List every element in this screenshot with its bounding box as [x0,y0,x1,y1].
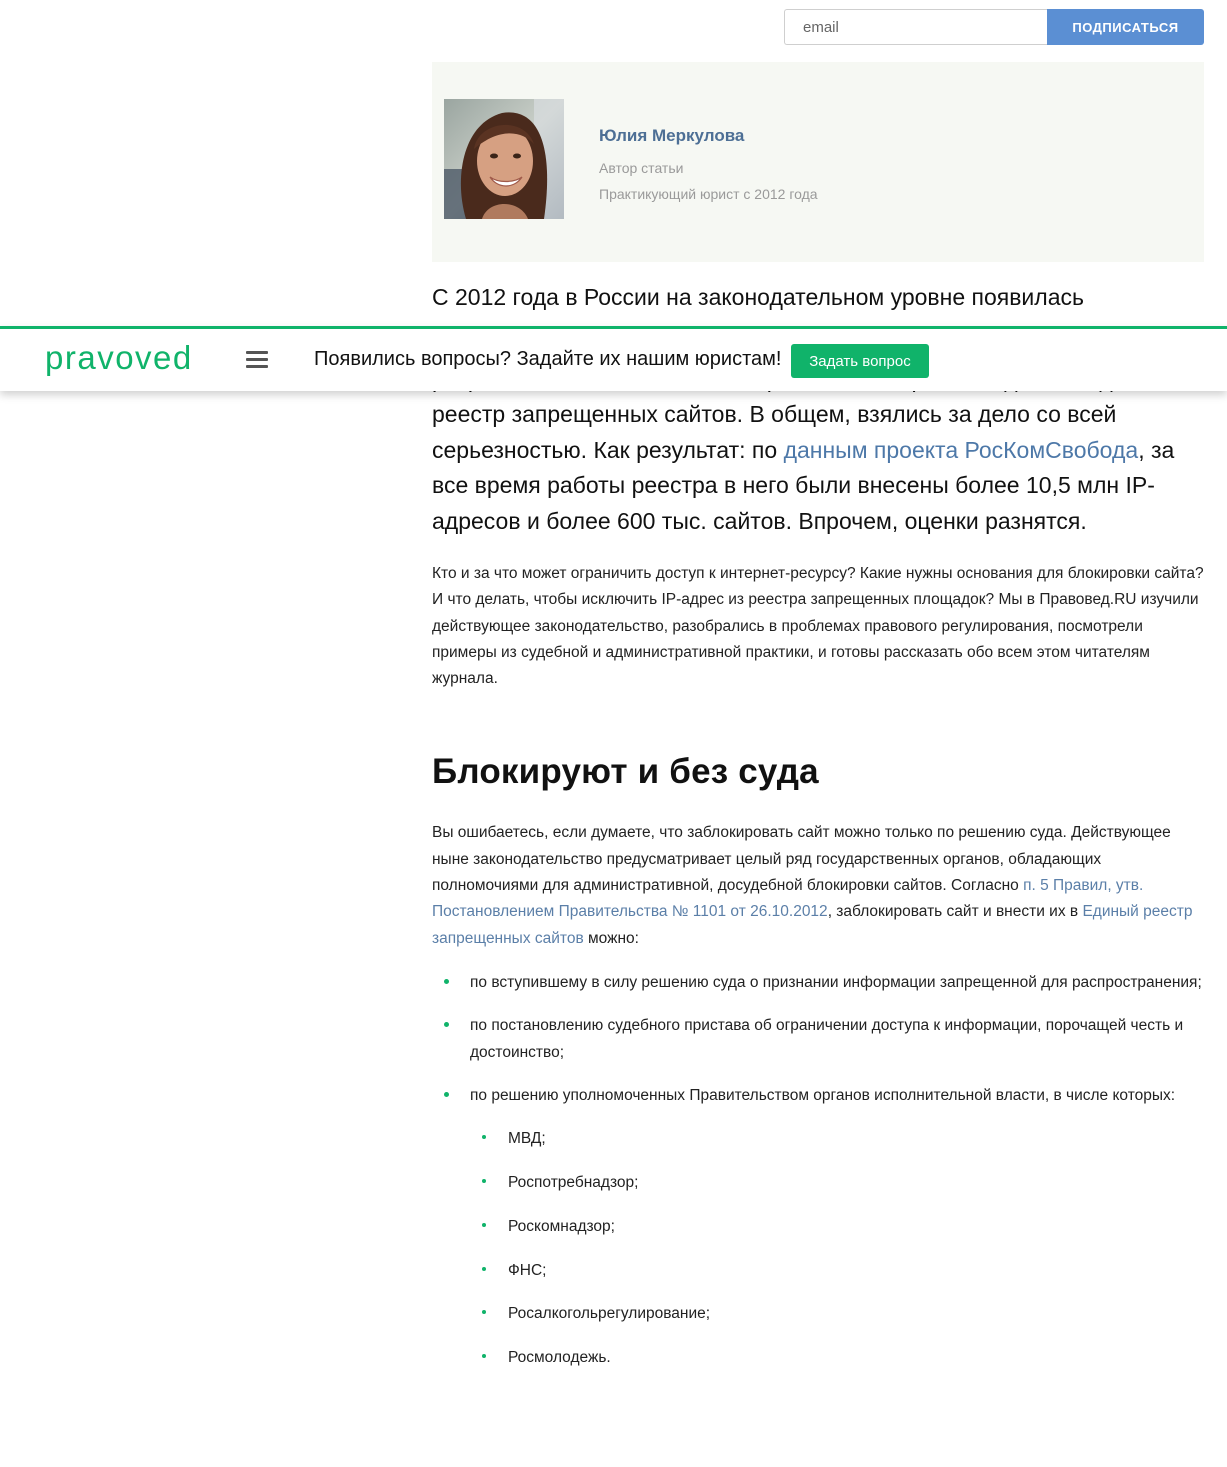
section-text-end: можно: [583,929,639,947]
list-item: по вступившему в силу решению суда о признании информации запрещенной для распространения; [432,970,1208,996]
roskomsvoboda-link[interactable]: данным проекта РосКомСвобода [783,436,1139,463]
list-item: Роспотребнадзор; [432,1170,1208,1196]
lead-paragraph [432,280,1208,539]
rules-link[interactable]: п. 5 Правил, утв. Постановлением Правительства № 1101 от 26.10.2012 [432,877,1144,921]
section-heading: Блокируют и без суда [432,752,819,792]
lead-line-first: С 2012 года в России на законодательном уровне появилась [432,284,1084,310]
author-avatar [444,99,564,219]
author-info [599,126,818,207]
hamburger-menu-icon[interactable] [246,351,268,369]
author-card [432,62,1204,262]
email-input[interactable] [784,9,1047,45]
author-role: Автор статьи [599,160,684,176]
list-item: по решению уполномоченных Правительством органов исполнительной власти, в числе которых: [432,1083,1208,1109]
list-item: по постановлению судебного пристава об ограничении доступа к информации, порочащей честь и достоинство; [432,1013,1208,1066]
lead-text: реестр запрещенных сайтов. В общем, взялись за дело со всей серьезностью. Как результат: по [432,401,1117,463]
sub-bullet-list [432,1126,1208,1371]
section-paragraph [432,820,1208,951]
ask-question-button[interactable]: Задать вопрос [791,344,929,378]
pravoved-logo[interactable] [45,341,215,381]
subscribe-form [784,9,1204,45]
list-item: Росмолодежь. [432,1345,1208,1371]
section-text-middle: , заблокировать сайт и внести их в [827,903,1083,921]
bullet-list [432,970,1208,1109]
ask-prompt: Появились вопросы? Задайте их нашим юристам! [314,348,782,370]
article-body [432,280,1208,1389]
list-item: Росалкогольрегулирование; [432,1301,1208,1327]
author-name-link[interactable]: Юлия Меркулова [599,126,745,145]
intro-paragraph: Кто и за что может ограничить доступ к интернет-ресурсу? Какие нужны основания для блокировки сайта? И что делать, чтобы исключить IP-адрес из реестра запрещенных площадок? Мы в Правовед.RU изучили действующее законодательство, разобрались в проблемах правового регулирования, посмотрели примеры из судебной и административной практики, и готовы рассказать обо всем этом читателям журнала. [432,565,1204,688]
list-item: Роскомнадзор; [432,1214,1208,1240]
section-text: Вы ошибаетесь, если думаете, что заблокировать сайт можно только по решению суда. Действующее ныне законодательство предусматривает целый ряд государственных органов, обладающих полномочиями для административной, досудебной блокировки сайтов. Согласно [432,824,1171,895]
subscribe-button[interactable]: ПОДПИСАТЬСЯ [1047,9,1204,45]
lead-text-end: , за все время работы реестра в него были внесены более 10,5 млн IP-адресов и более 600 тыс. сайтов. Впрочем, оценки разнятся. [432,436,1175,534]
author-experience: Практикующий юрист с 2012 года [599,186,818,202]
list-item: МВД; [432,1126,1208,1152]
registry-link[interactable]: Единый реестр запрещенных сайтов [432,903,1193,947]
sticky-header [0,326,1227,391]
logo-text: pravoved [45,341,193,376]
list-item: ФНС; [432,1258,1208,1284]
